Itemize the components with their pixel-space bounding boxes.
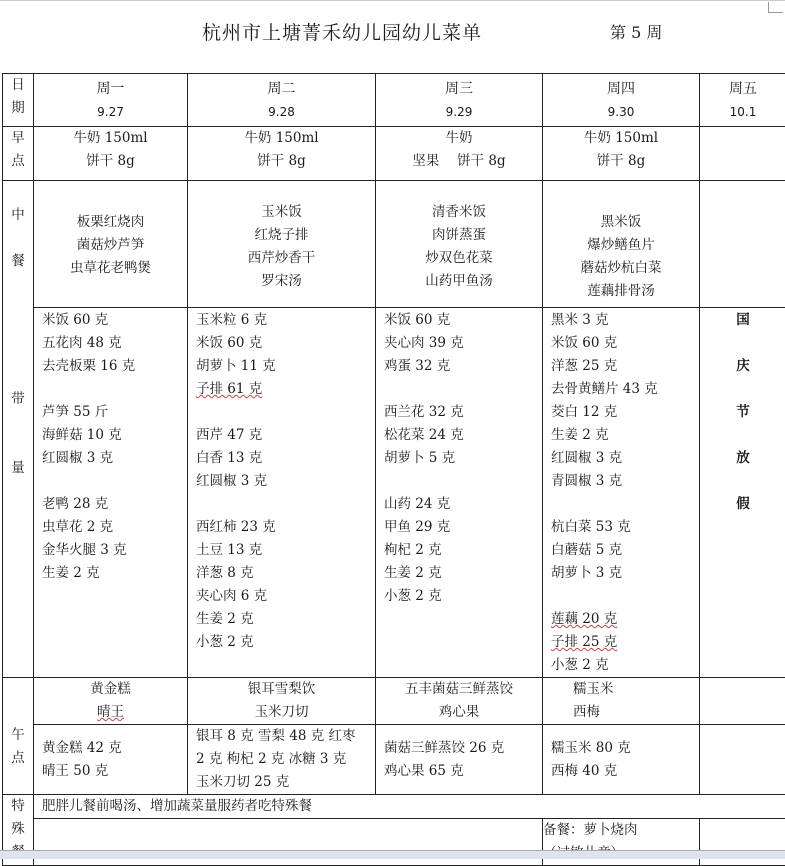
day-header-thu: 周四 9.30 [543,74,700,127]
breakfast-row [3,127,785,181]
day-header-mon: 周一 9.27 [34,74,188,127]
lunch-dishes-row [3,181,785,308]
holiday-notice: 国 庆 节 放 假 [700,308,785,678]
page-corner-mark [768,2,783,13]
week-label: 第 5 周 [610,20,662,43]
lunch-dishes-cell: 玉米饭 红烧子排 西芹炒香干 罗宋汤 [188,181,376,308]
backup-meal-cell: 备餐：萝卜烧肉 [543,819,700,866]
snack-quantities-row [3,725,785,795]
snack-quantities-cell: 菌菇三鲜蒸饺 26 克 鸡心果 65 克 [376,725,543,795]
snack-quantities-cell: 银耳 8 克 雪梨 48 克 红枣 2 克 枸杞 2 克 冰糖 3 克 玉米刀切 25 克 [188,725,376,795]
breakfast-cell: 牛奶 150ml 饼干 8g [34,127,188,181]
date-row [3,74,785,127]
row-label-special: 特 殊 [3,795,34,866]
special-note-row [3,795,785,819]
row-label-breakfast: 早 点 [3,127,34,181]
lunch-dishes-cell: 清香米饭 肉饼蒸蛋 炒双色花菜 山药甲鱼汤 [376,181,543,308]
menu-table [2,73,785,866]
lunch-dishes-cell: 黑米饭 爆炒鳝鱼片 蘑菇炒杭白菜 莲藕排骨汤 [543,181,700,308]
breakfast-cell: 牛奶 150ml 饼干 8g [543,127,700,181]
page-top-border [0,0,785,1]
breakfast-cell [700,127,785,181]
snack-quantities-cell: 黄金糕 42 克 晴王 50 克 [34,725,188,795]
snack-quantities-cell: 糯玉米 80 克 西梅 40 克 [543,725,700,795]
day-header-wed: 周三 9.29 [376,74,543,127]
breakfast-cell: 牛奶 坚果 饼干 8g [376,127,543,181]
lunch-quantities-cell: 米饭 60 克 五花肉 48 克 去壳板栗 16 克 芦笋 55 斤 海鲜菇 10 克 红圆椒 3 克 老鸭 28 克 虫草花 2 克 金华火腿 3 克 生姜 2 克 [34,308,188,678]
snack-dishes-cell [700,678,785,725]
day-header-fri: 周五 10.1 [700,74,785,127]
row-label-lunch: 中 餐 带 量 [3,181,34,678]
lunch-quantities-cell: 米饭 60 克 夹心肉 39 克 鸡蛋 32 克 西兰花 32 克 松花菜 24 克 胡萝卜 5 克 山药 24 克 甲鱼 29 克 枸杞 2 克 生姜 2 克 小葱 2 克 [376,308,543,678]
special-note: 肥胖儿餐前喝汤、增加蔬菜量服药者吃特殊餐 [34,795,785,819]
header [0,18,785,48]
lunch-dishes-cell [700,181,785,308]
row-label-snack: 午 点 [3,678,34,795]
page-title: 杭州市上塘菁禾幼儿园幼儿菜单 [202,18,482,45]
snack-dishes-cell: 糯玉米 西梅 [543,678,700,725]
breakfast-cell: 牛奶 150ml 饼干 8g [188,127,376,181]
snack-dishes-row [3,678,785,725]
lunch-quantities-cell: 玉米粒 6 克 米饭 60 克 胡萝卜 11 克 子排 61 克 西芹 47 克 白香 13 克 红圆椒 3 克 西红柿 23 克 土豆 13 克 洋葱 8 克 夹心肉 6 克 生姜 2 克 小葱 2 克 [188,308,376,678]
row-label-date: 日 期 [3,74,34,127]
snack-quantities-cell [700,725,785,795]
snack-dishes-cell: 五丰菌菇三鲜蒸饺 鸡心果 [376,678,543,725]
lunch-quantities-row [3,308,785,678]
lunch-dishes-cell: 板栗红烧肉 菌菇炒芦笋 虫草花老鸭煲 [34,181,188,308]
day-header-tue: 周二 9.28 [188,74,376,127]
snack-dishes-cell: 黄金糕 晴王 [34,678,188,725]
snack-dishes-cell: 银耳雪梨饮 玉米刀切 [188,678,376,725]
lunch-quantities-cell: 黑米 3 克 米饭 60 克 洋葱 25 克 去骨黄鳝片 43 克 茭白 12 克 生姜 2 克 红圆椒 3 克 青圆椒 3 克 杭白菜 53 克 白蘑菇 5 克 胡萝卜 3 克 莲藕 20 克 子排 25 克 小葱 2 克 [543,308,700,678]
